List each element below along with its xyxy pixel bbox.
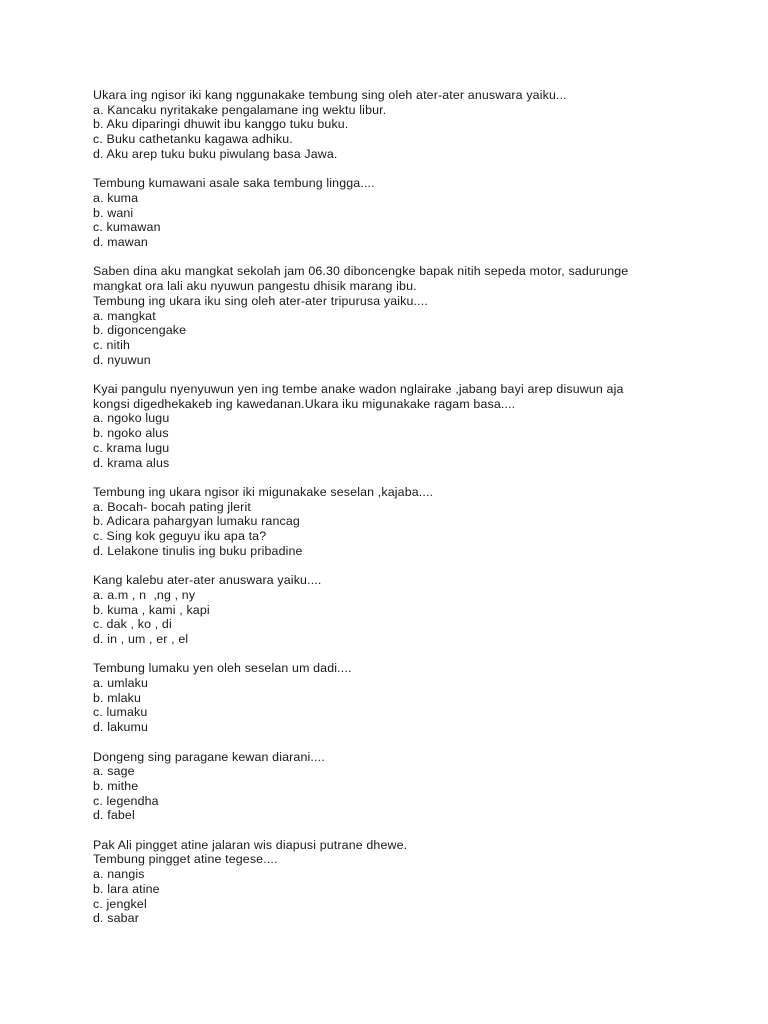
option-b: b. lara atine	[93, 881, 160, 896]
option-a: a. a.m , n ,ng , ny	[93, 587, 196, 602]
question-1	[93, 88, 733, 162]
option-c: c. dak , ko , di	[93, 617, 172, 632]
option-b: b. wani	[93, 205, 134, 220]
option-b: b. kuma , kami , kapi	[93, 602, 210, 617]
question-2	[93, 176, 733, 250]
option-a: a. ngoko lugu	[93, 411, 170, 426]
option-d: d. fabel	[93, 808, 135, 823]
option-d: d. lakumu	[93, 720, 149, 735]
question-stem: kongsi digedhekakeb ing kawedanan.Ukara iku migunakake ragam basa....	[93, 396, 516, 411]
question-stem: Ukara ing ngisor iki kang nggunakake tembung sing oleh ater-ater anuswara yaiku...	[93, 88, 567, 102]
option-c: c. jengkel	[93, 896, 147, 911]
option-d: d. krama alus	[93, 455, 170, 470]
question-stem: Tembung kumawani asale saka tembung lingga....	[93, 176, 375, 191]
option-b: b. digoncengake	[93, 323, 187, 338]
question-stem: Tembung lumaku yen oleh seselan um dadi....	[93, 661, 352, 676]
option-b: b. Adicara pahargyan lumaku rancag	[93, 514, 300, 529]
question-8	[93, 750, 733, 824]
question-stem: Kang kalebu ater-ater anuswara yaiku....	[93, 573, 322, 588]
option-a: a. kuma	[93, 190, 139, 205]
option-c: c. krama lugu	[93, 440, 170, 455]
option-c: c. Sing kok geguyu iku apa ta?	[93, 529, 267, 544]
option-c: c. nitih	[93, 337, 131, 352]
option-c: c. lumaku	[93, 705, 148, 720]
option-b: b. ngoko alus	[93, 426, 169, 441]
option-a: a. Kancaku nyritakake pengalamane ing wektu libur.	[93, 102, 387, 117]
option-b: b. mithe	[93, 778, 139, 793]
question-stem: Pak Ali pingget atine jalaran wis diapusi putrane dhewe.	[93, 837, 408, 852]
option-b: b. Aku diparingi dhuwit ibu kanggo tuku buku.	[93, 117, 349, 132]
question-7	[93, 661, 733, 735]
question-stem: Tembung ing ukara iku sing oleh ater-ater tripurusa yaiku....	[93, 293, 428, 308]
question-stem: Tembung pingget atine tegese....	[93, 852, 278, 867]
option-d: d. in , um , er , el	[93, 631, 189, 646]
option-c: c. Buku cathetanku kagawa adhiku.	[93, 132, 293, 147]
question-stem: Tembung ing ukara ngisor iki migunakake seselan ,kajaba....	[93, 484, 434, 499]
option-c: c. kumawan	[93, 220, 161, 235]
option-a: a. mangkat	[93, 308, 156, 323]
option-a: a. sage	[93, 764, 135, 779]
option-a: a. umlaku	[93, 676, 149, 691]
option-a: a. nangis	[93, 867, 145, 882]
option-d: d. nyuwun	[93, 352, 151, 367]
question-6	[93, 573, 733, 647]
question-9	[93, 838, 733, 926]
question-5	[93, 485, 733, 559]
document-page	[93, 88, 733, 941]
question-stem: Saben dina aku mangkat sekolah jam 06.30 diboncengke bapak nitih sepeda motor, sadurunge	[93, 264, 629, 279]
question-3	[93, 264, 733, 367]
option-d: d. Aku arep tuku buku piwulang basa Jawa.	[93, 146, 338, 161]
option-c: c. legendha	[93, 793, 159, 808]
question-stem: Kyai pangulu nyenyuwun yen ing tembe anake wadon nglairake ,jabang bayi arep disuwun aja	[93, 382, 624, 397]
option-d: d. mawan	[93, 235, 148, 250]
question-stem: Dongeng sing paragane kewan diarani....	[93, 749, 325, 764]
question-4	[93, 382, 733, 470]
option-b: b. mlaku	[93, 690, 142, 705]
option-a: a. Bocah- bocah pating jlerit	[93, 499, 251, 514]
option-d: d. sabar	[93, 911, 139, 926]
option-d: d. Lelakone tinulis ing buku pribadine	[93, 543, 303, 558]
question-stem: mangkat ora lali aku nyuwun pangestu dhisik marang ibu.	[93, 279, 417, 294]
